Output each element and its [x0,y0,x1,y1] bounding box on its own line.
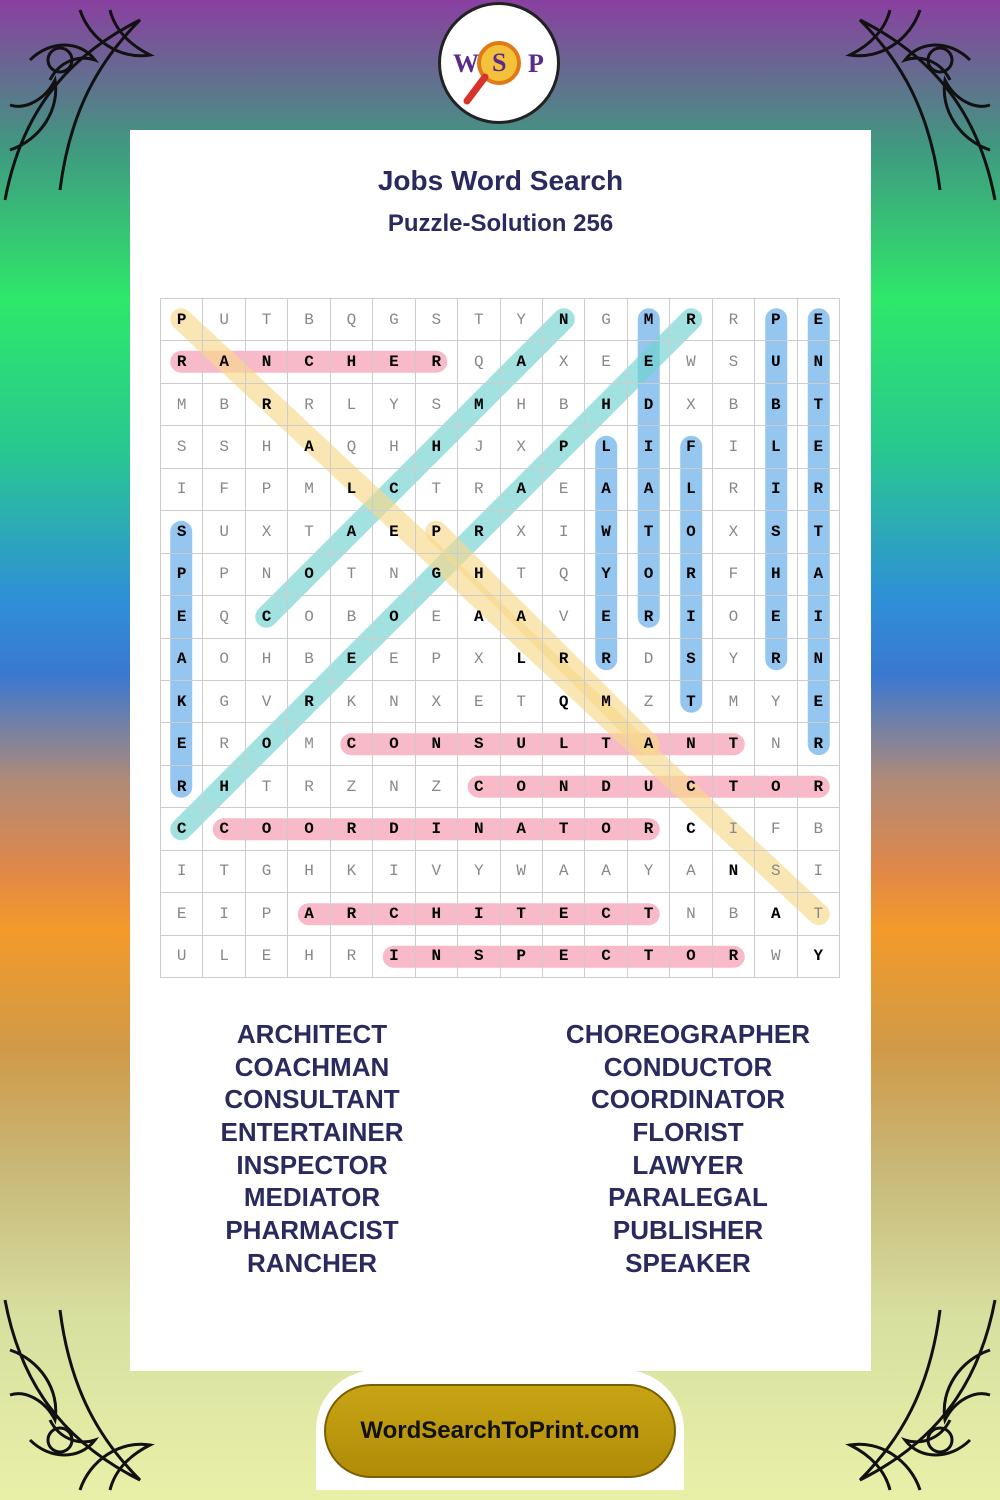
grid-cell[interactable]: S [458,723,500,765]
grid-cell[interactable]: A [670,851,712,893]
grid-cell[interactable]: T [713,723,755,765]
site-link-button[interactable]: WordSearchToPrint.com [324,1384,676,1478]
grid-cell[interactable]: O [288,808,330,850]
grid-cell[interactable]: I [161,851,203,893]
grid-cell[interactable]: B [288,639,330,681]
grid-cell[interactable]: H [458,554,500,596]
grid-cell[interactable]: A [203,341,245,383]
grid-cell[interactable]: I [755,469,797,511]
grid-cell[interactable]: N [670,893,712,935]
grid-cell[interactable]: B [203,384,245,426]
grid-cell[interactable]: Q [543,681,585,723]
grid-cell[interactable]: R [713,469,755,511]
grid-cell[interactable]: M [713,681,755,723]
grid-cell[interactable]: C [458,766,500,808]
grid-cell[interactable]: B [288,299,330,341]
grid-cell[interactable]: H [501,384,543,426]
grid-cell[interactable]: D [373,808,415,850]
word-list-item: FLORIST [632,1117,744,1148]
grid-cell[interactable]: X [543,341,585,383]
grid-cell[interactable]: F [203,469,245,511]
footer-tab [316,1370,684,1490]
grid-cell[interactable]: B [713,893,755,935]
grid-cell[interactable]: R [670,299,712,341]
grid-cell[interactable]: K [161,681,203,723]
grid-cell[interactable]: Y [458,851,500,893]
word-list-right-column [523,1018,853,1280]
grid-cell[interactable]: N [416,723,458,765]
grid-cell[interactable]: R [798,766,840,808]
grid-cell[interactable]: I [628,426,670,468]
grid-cell[interactable]: R [416,341,458,383]
grid-cell[interactable]: O [373,596,415,638]
grid-cell[interactable]: S [161,511,203,553]
grid-cell[interactable]: O [670,936,712,978]
letter-grid [160,298,840,978]
grid-cell[interactable]: R [798,723,840,765]
grid-cell[interactable]: T [501,893,543,935]
grid-cell[interactable]: H [416,426,458,468]
grid-cell[interactable]: U [203,299,245,341]
grid-cell[interactable]: F [713,554,755,596]
grid-cell[interactable]: M [628,299,670,341]
grid-cell[interactable]: I [670,596,712,638]
grid-cell[interactable]: H [585,384,627,426]
word-list-item: SPEAKER [625,1247,751,1278]
grid-cell[interactable]: R [288,384,330,426]
grid-cell[interactable]: R [798,469,840,511]
grid-cell[interactable]: P [416,511,458,553]
grid-cell[interactable]: Q [543,554,585,596]
word-list-item: COORDINATOR [590,1084,786,1115]
grid-cell[interactable]: O [585,808,627,850]
grid-cell[interactable]: M [161,384,203,426]
grid-cell[interactable]: E [373,511,415,553]
grid-cell[interactable]: A [458,596,500,638]
grid-cell[interactable]: X [246,511,288,553]
grid-cell[interactable]: B [798,808,840,850]
grid-cell[interactable]: E [798,299,840,341]
grid-cell[interactable]: I [203,893,245,935]
grid-cell[interactable]: O [713,596,755,638]
grid-cell[interactable]: R [543,639,585,681]
grid-cell[interactable]: R [755,639,797,681]
grid-cell[interactable]: N [755,723,797,765]
grid-cell[interactable]: A [543,851,585,893]
grid-cell[interactable]: E [161,723,203,765]
grid-cell[interactable]: C [670,766,712,808]
logo-letter-s: S [492,48,507,77]
grid-cell[interactable]: O [288,596,330,638]
grid-cell[interactable]: E [161,596,203,638]
grid-cell[interactable]: C [246,596,288,638]
grid-cell[interactable]: A [628,723,670,765]
grid-cell[interactable]: X [458,639,500,681]
grid-cell[interactable]: N [798,341,840,383]
grid-cell[interactable]: G [373,299,415,341]
site-logo[interactable] [438,2,560,124]
grid-cell[interactable]: T [246,766,288,808]
grid-cell[interactable]: N [373,681,415,723]
grid-cell[interactable]: T [585,723,627,765]
word-list-item: PHARMACIST [225,1215,399,1246]
puzzle-subtitle: Puzzle-Solution 256 [387,210,614,237]
grid-cell[interactable]: A [501,808,543,850]
grid-cell[interactable]: E [543,893,585,935]
grid-cell[interactable]: W [755,936,797,978]
grid-cell[interactable]: R [713,936,755,978]
word-list-item: LAWYER [632,1149,744,1180]
grid-cell[interactable]: I [161,469,203,511]
grid-cell[interactable]: B [543,384,585,426]
grid-cell[interactable]: S [755,851,797,893]
grid-cell[interactable]: T [501,554,543,596]
grid-cell[interactable]: W [670,341,712,383]
grid-cell[interactable]: O [203,639,245,681]
grid-cell[interactable]: S [416,384,458,426]
grid-cell[interactable]: C [373,469,415,511]
word-list-item: INSPECTOR [236,1149,388,1180]
grid-cell[interactable]: U [755,341,797,383]
word-list-item: CONDUCTOR [603,1051,773,1082]
grid-cell[interactable]: B [755,384,797,426]
grid-cell[interactable]: L [501,639,543,681]
grid-cell[interactable]: R [628,808,670,850]
grid-cell[interactable]: X [501,426,543,468]
grid-cell[interactable]: B [331,596,373,638]
grid-cell[interactable]: N [543,299,585,341]
grid-cell[interactable]: N [458,808,500,850]
grid-cell[interactable]: O [288,554,330,596]
word-list-left-column [147,1018,477,1280]
grid-cell[interactable]: E [543,469,585,511]
grid-cell[interactable]: A [585,469,627,511]
grid-cell[interactable]: P [416,639,458,681]
grid-cell[interactable]: T [628,511,670,553]
grid-cell[interactable]: U [161,936,203,978]
grid-cell[interactable]: R [713,299,755,341]
grid-cell[interactable]: R [161,341,203,383]
grid-cell[interactable]: T [331,554,373,596]
grid-cell[interactable]: Y [373,384,415,426]
grid-cell[interactable]: L [331,384,373,426]
grid-cell[interactable]: P [246,469,288,511]
grid-cell[interactable]: E [755,596,797,638]
grid-cell[interactable]: T [798,893,840,935]
grid-cell[interactable]: L [543,723,585,765]
grid-cell[interactable]: C [288,341,330,383]
puzzle-title: Jobs Word Search [377,165,624,196]
grid-cell[interactable]: R [670,554,712,596]
grid-cell[interactable]: E [161,893,203,935]
grid-cell[interactable]: E [798,681,840,723]
grid-cell[interactable]: A [501,469,543,511]
grid-cell[interactable]: R [458,511,500,553]
grid-cell[interactable]: Q [458,341,500,383]
grid-cell[interactable]: O [373,723,415,765]
grid-cell[interactable]: Q [331,426,373,468]
grid-cell[interactable]: E [246,936,288,978]
grid-cell[interactable]: E [543,936,585,978]
grid-cell[interactable]: Y [755,681,797,723]
grid-cell[interactable]: O [670,511,712,553]
word-list-item: CHOREOGRAPHER [565,1019,811,1049]
grid-cell[interactable]: Y [628,851,670,893]
grid-cell[interactable]: S [755,511,797,553]
grid-cell[interactable]: D [628,384,670,426]
grid-cell[interactable]: P [755,299,797,341]
grid-cell[interactable]: N [713,851,755,893]
grid-cell[interactable]: A [585,851,627,893]
grid-cell[interactable]: K [331,851,373,893]
grid-cell[interactable]: E [585,341,627,383]
grid-cell[interactable]: I [713,426,755,468]
grid-cell[interactable]: T [203,851,245,893]
grid-cell[interactable]: W [585,511,627,553]
grid-cell[interactable]: E [373,639,415,681]
grid-cell[interactable]: N [246,554,288,596]
word-search-grid-area [160,298,840,978]
grid-cell[interactable]: I [798,851,840,893]
grid-cell[interactable]: T [798,384,840,426]
grid-cell[interactable]: S [458,936,500,978]
grid-cell[interactable]: T [501,681,543,723]
grid-cell[interactable]: S [203,426,245,468]
grid-cell[interactable]: T [246,299,288,341]
grid-cell[interactable]: C [161,808,203,850]
grid-cell[interactable]: S [670,639,712,681]
grid-cell[interactable]: N [373,766,415,808]
grid-cell[interactable]: N [373,554,415,596]
grid-cell[interactable]: A [628,469,670,511]
grid-cell[interactable]: G [246,851,288,893]
grid-cell[interactable]: O [755,766,797,808]
grid-cell[interactable]: P [246,893,288,935]
grid-cell[interactable]: P [203,554,245,596]
grid-cell[interactable]: O [501,766,543,808]
grid-cell[interactable]: M [288,469,330,511]
grid-cell[interactable]: C [331,723,373,765]
grid-cell[interactable]: Z [628,681,670,723]
grid-cell[interactable]: R [628,596,670,638]
grid-cell[interactable]: H [331,341,373,383]
grid-cell[interactable]: A [501,596,543,638]
grid-cell[interactable]: B [713,384,755,426]
grid-cell[interactable]: S [161,426,203,468]
grid-cell[interactable]: R [331,808,373,850]
grid-cell[interactable]: I [458,893,500,935]
grid-cell[interactable]: R [203,723,245,765]
grid-cell[interactable]: N [670,723,712,765]
grid-cell[interactable]: E [798,426,840,468]
puzzle-card [130,130,871,1371]
grid-cell[interactable]: L [670,469,712,511]
grid-cell[interactable]: C [373,893,415,935]
grid-cell[interactable]: E [628,341,670,383]
grid-cell[interactable]: H [416,893,458,935]
grid-cell[interactable]: A [755,893,797,935]
grid-cell[interactable]: E [416,596,458,638]
grid-cell[interactable]: T [416,469,458,511]
grid-cell[interactable]: A [288,426,330,468]
word-list-item: COACHMAN [234,1051,390,1082]
word-list-item: MEDIATOR [243,1182,381,1213]
grid-cell[interactable]: G [203,681,245,723]
grid-cell[interactable]: M [585,681,627,723]
grid-cell[interactable]: X [416,681,458,723]
grid-cell[interactable]: R [331,893,373,935]
grid-cell[interactable]: R [585,639,627,681]
grid-cell[interactable]: R [288,681,330,723]
grid-cell[interactable]: C [670,808,712,850]
grid-cell[interactable]: X [713,511,755,553]
grid-cell[interactable]: P [161,299,203,341]
grid-cell[interactable]: T [713,766,755,808]
word-list-item: ARCHITECT [236,1019,388,1049]
grid-cell[interactable]: Q [203,596,245,638]
grid-cell[interactable]: H [288,851,330,893]
grid-cell[interactable]: U [628,766,670,808]
grid-cell[interactable]: I [373,851,415,893]
grid-cell[interactable]: Y [713,639,755,681]
logo-letter-p: P [528,49,544,78]
grid-cell[interactable]: N [246,341,288,383]
grid-cell[interactable]: T [670,681,712,723]
grid-cell[interactable]: H [246,426,288,468]
grid-cell[interactable]: P [543,426,585,468]
grid-cell[interactable]: N [543,766,585,808]
logo-letter-w: W [453,49,479,78]
grid-cell[interactable]: N [798,639,840,681]
word-list-item: ENTERTAINER [220,1117,404,1148]
word-list-item: CONSULTANT [224,1084,400,1115]
word-list-item: PARALEGAL [608,1182,768,1213]
grid-cell[interactable]: L [585,426,627,468]
grid-cell[interactable]: M [288,723,330,765]
grid-cell[interactable]: I [798,596,840,638]
grid-cell[interactable]: I [416,808,458,850]
grid-cell[interactable]: V [416,851,458,893]
grid-cell[interactable]: T [543,808,585,850]
grid-cell[interactable]: A [798,554,840,596]
grid-cell[interactable]: R [288,766,330,808]
grid-cell[interactable]: I [543,511,585,553]
grid-cell[interactable]: L [203,936,245,978]
grid-cell[interactable]: S [416,299,458,341]
grid-cell[interactable]: V [543,596,585,638]
grid-cell[interactable]: H [288,936,330,978]
grid-cell[interactable]: E [331,639,373,681]
grid-cell[interactable]: O [628,554,670,596]
grid-cell[interactable]: Z [416,766,458,808]
grid-cell[interactable]: P [161,554,203,596]
grid-cell[interactable]: K [331,681,373,723]
grid-cell[interactable]: E [585,596,627,638]
grid-cell[interactable]: L [331,469,373,511]
grid-cell[interactable]: C [203,808,245,850]
grid-cell[interactable]: E [458,681,500,723]
grid-cell[interactable]: Y [585,554,627,596]
grid-cell[interactable]: C [585,893,627,935]
grid-cell[interactable]: A [288,893,330,935]
grid-cell[interactable]: A [161,639,203,681]
grid-cell[interactable]: U [501,723,543,765]
grid-cell[interactable]: H [246,639,288,681]
grid-cell[interactable]: A [331,511,373,553]
grid-cell[interactable]: S [713,341,755,383]
grid-cell[interactable]: Y [798,936,840,978]
grid-cell[interactable]: R [246,384,288,426]
grid-cell[interactable]: R [331,936,373,978]
grid-cell[interactable]: T [288,511,330,553]
grid-cell[interactable]: Z [331,766,373,808]
grid-cell[interactable]: F [755,808,797,850]
grid-cell[interactable]: T [628,893,670,935]
grid-cell[interactable]: Y [501,299,543,341]
grid-cell[interactable]: T [458,299,500,341]
grid-cell[interactable]: T [798,511,840,553]
word-list-item: RANCHER [247,1247,377,1278]
grid-cell[interactable]: Q [331,299,373,341]
grid-cell[interactable]: P [501,936,543,978]
grid-cell[interactable]: X [670,384,712,426]
grid-cell[interactable]: D [585,766,627,808]
grid-cell[interactable]: A [501,341,543,383]
grid-cell[interactable]: I [373,936,415,978]
grid-cell[interactable]: U [203,511,245,553]
grid-cell[interactable]: C [585,936,627,978]
grid-cell[interactable]: N [416,936,458,978]
grid-cell[interactable]: J [458,426,500,468]
grid-cell[interactable]: G [585,299,627,341]
grid-cell[interactable]: H [203,766,245,808]
grid-cell[interactable]: T [628,936,670,978]
grid-cell[interactable]: V [246,681,288,723]
grid-cell[interactable]: E [373,341,415,383]
grid-cell[interactable]: W [501,851,543,893]
grid-cell[interactable]: X [501,511,543,553]
grid-cell[interactable]: O [246,723,288,765]
grid-cell[interactable]: H [373,426,415,468]
grid-cell[interactable]: R [161,766,203,808]
grid-cell[interactable]: D [628,639,670,681]
grid-cell[interactable]: L [755,426,797,468]
grid-cell[interactable]: G [416,554,458,596]
grid-cell[interactable]: I [713,808,755,850]
grid-cell[interactable]: M [458,384,500,426]
grid-cell[interactable]: O [246,808,288,850]
grid-cell[interactable]: F [670,426,712,468]
word-list-item: PUBLISHER [612,1215,764,1246]
grid-cell[interactable]: H [755,554,797,596]
grid-cell[interactable]: R [458,469,500,511]
